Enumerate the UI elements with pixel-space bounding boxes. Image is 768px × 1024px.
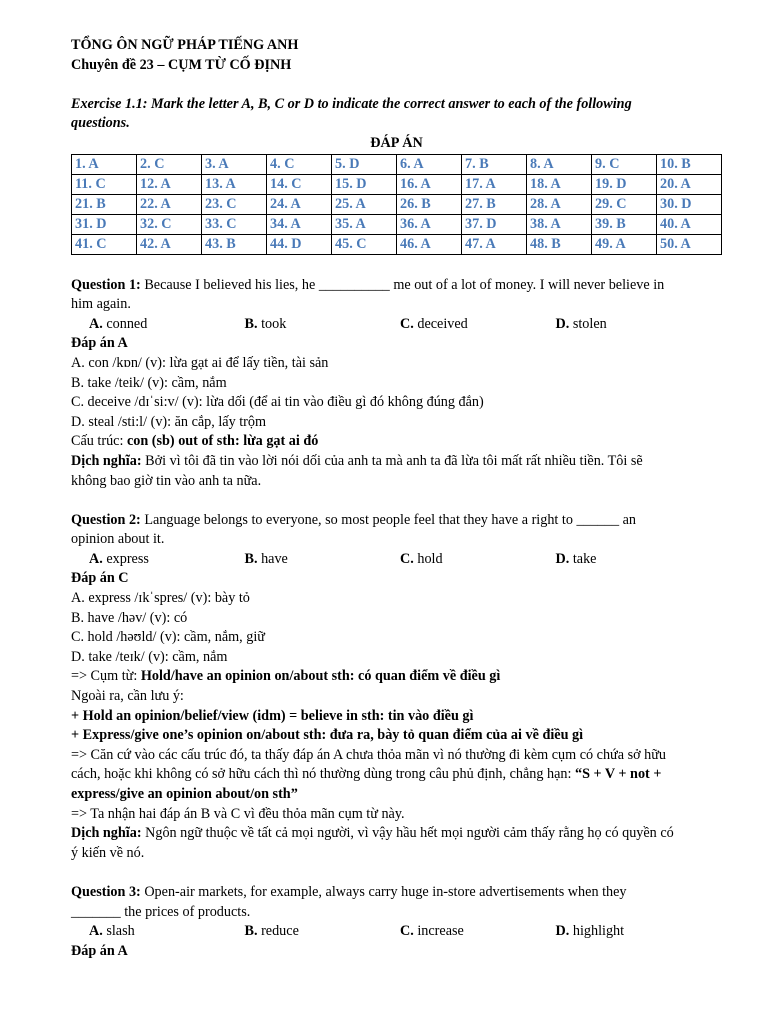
answer-key-cell: 50. A [657, 234, 722, 254]
answer-key-cell: 39. B [592, 214, 657, 234]
bold-note: + Express/give one’s opinion on/about sth: đưa ra, bày tỏ quan điểm của ai về điều gì [71, 727, 584, 744]
question-2-answer: Đáp án C [71, 570, 129, 587]
option-letter: B. [244, 550, 258, 567]
answer-key-cell: 10. B [657, 154, 722, 174]
answer-key-cell: 40. A [657, 214, 722, 234]
option-letter: C. [400, 550, 414, 567]
answer-key-cell: 3. A [202, 154, 267, 174]
option-text: highlight [569, 923, 625, 940]
exercise-instruction-text: : Mark the letter A, B, C or D to indicate the correct answer to each of the following [142, 95, 632, 112]
spacer [71, 255, 711, 274]
answer-key-heading: ĐÁP ÁN [370, 134, 423, 151]
note-line: C. hold /həʊld/ (v): cầm, nắm, giữ [71, 629, 265, 646]
answer-key-cell: 41. C [72, 234, 137, 254]
answer-key-cell: 11. C [72, 174, 137, 194]
answer-key-cell: 49. A [592, 234, 657, 254]
answer-key-cell: 4. C [267, 154, 332, 174]
reason-line: => Căn cứ vào các cấu trúc đó, ta thấy đáp án A chưa thỏa mãn vì nó thường đi kèm cụm có chứa sở hữu [71, 746, 667, 763]
option-text: express [102, 550, 149, 567]
option-d[interactable] [556, 922, 712, 942]
phrase-text: Hold/have an opinion on/about sth: có quan điểm về điều gì [140, 668, 501, 685]
option-c[interactable] [400, 315, 556, 335]
answer-key-cell: 15. D [332, 174, 397, 194]
answer-key-row [72, 234, 722, 254]
answer-key-cell: 47. A [462, 234, 527, 254]
answer-key-cell: 33. C [202, 214, 267, 234]
option-text: stolen [569, 315, 607, 332]
option-letter: A. [89, 923, 103, 940]
answer-key-cell: 23. C [202, 194, 267, 214]
translation-text: Bởi vì tôi đã tin vào lời nói dối của anh ta mà anh ta đã lừa tôi mất rất nhiều tiền. Tôi sẽ [141, 452, 643, 469]
question-3-text: Open-air markets, for example, always carry huge in-store advertisements when they [140, 883, 627, 900]
option-text: took [257, 315, 287, 332]
option-a[interactable] [89, 922, 245, 942]
answer-key-cell: 14. C [267, 174, 332, 194]
translation-label: Dịch nghĩa: [71, 825, 142, 842]
option-d[interactable] [556, 550, 712, 570]
answer-key-cell: 45. C [332, 234, 397, 254]
document-title: TỔNG ÔN NGỮ PHÁP TIẾNG ANH [71, 37, 299, 53]
exercise-instruction [71, 95, 711, 115]
answer-key-cell: 29. C [592, 194, 657, 214]
spacer [71, 863, 711, 883]
answer-key-cell: 17. A [462, 174, 527, 194]
structure-text: con (sb) out of sth: lừa gạt ai đó [126, 433, 319, 450]
document-subtitle: Chuyên đề 23 – CỤM TỪ CỐ ĐỊNH [71, 56, 292, 73]
option-c[interactable] [400, 550, 556, 570]
spacer [71, 75, 711, 95]
option-text: deceived [413, 315, 468, 332]
answer-key-cell: 26. B [397, 194, 462, 214]
answer-key-cell: 30. D [657, 194, 722, 214]
question-1-text: Because I believed his lies, he __________ me out of a lot of money. I will never believe in [140, 276, 665, 293]
answer-key-cell: 34. A [267, 214, 332, 234]
option-b[interactable] [245, 922, 401, 942]
option-text: take [569, 550, 597, 567]
note-line: B. take /teik/ (v): cầm, nắm [71, 374, 227, 391]
question-2-text: Language belongs to everyone, so most people feel that they have a right to ______ an [140, 511, 637, 528]
answer-key-cell: 31. D [72, 214, 137, 234]
answer-key-cell: 21. B [72, 194, 137, 214]
question-2-options [71, 550, 711, 570]
note-line: D. take /teɪk/ (v): cầm, nắm [71, 648, 228, 665]
option-text: slash [102, 923, 135, 940]
bold-note: + Hold an opinion/belief/view (idm) = believe in sth: tin vào điều gì [71, 707, 474, 724]
note-line: C. deceive /dɪˈsi:v/ (v): lừa dối (để ai tin vào điều gì đó không đúng đắn) [71, 394, 484, 411]
option-text: have [257, 550, 288, 567]
option-letter: B. [244, 923, 258, 940]
answer-key-row [72, 174, 722, 194]
answer-key-row [72, 194, 722, 214]
option-letter: C. [400, 315, 414, 332]
answer-key-table [71, 154, 722, 255]
note-line: A. con /kɒn/ (v): lừa gạt ai để lấy tiền, tài sản [71, 354, 329, 371]
conclusion-line: => Ta nhận hai đáp án B và C vì đều thỏa mãn cụm từ này. [71, 805, 405, 822]
answer-key-cell: 32. C [137, 214, 202, 234]
phrase-label: => Cụm từ: [71, 668, 141, 685]
question-1-text-cont: him again. [71, 296, 131, 313]
answer-key-cell: 7. B [462, 154, 527, 174]
translation-label: Dịch nghĩa: [71, 452, 142, 469]
translation-cont: ý kiến về nó. [71, 844, 145, 861]
answer-key-cell: 6. A [397, 154, 462, 174]
option-d[interactable] [556, 315, 712, 335]
answer-key-cell: 46. A [397, 234, 462, 254]
translation-cont: không bao giờ tin vào anh ta nữa. [71, 472, 262, 489]
answer-key-cell: 18. A [527, 174, 592, 194]
answer-key-row [72, 154, 722, 174]
answer-key-cell: 44. D [267, 234, 332, 254]
option-a[interactable] [89, 550, 245, 570]
answer-key-cell: 48. B [527, 234, 592, 254]
option-letter: B. [244, 315, 258, 332]
question-2-label: Question 2: [71, 511, 141, 528]
option-b[interactable] [245, 315, 401, 335]
answer-key-cell: 5. D [332, 154, 397, 174]
also-note: Ngoài ra, cần lưu ý: [71, 688, 184, 705]
option-text: increase [413, 923, 464, 940]
option-letter: A. [89, 550, 103, 567]
option-text: hold [413, 550, 443, 567]
reason-line [71, 765, 711, 785]
answer-key-cell: 12. A [137, 174, 202, 194]
answer-key-row [72, 214, 722, 234]
option-letter: D. [555, 550, 570, 567]
translation-text: Ngôn ngữ thuộc về tất cả mọi người, vì vậy hầu hết mọi người cảm thấy rằng họ có quyền có [141, 825, 674, 842]
answer-key-cell: 22. A [137, 194, 202, 214]
question-1-answer: Đáp án A [71, 335, 128, 352]
option-a[interactable] [89, 315, 245, 335]
translation-line [71, 452, 711, 472]
answer-key-cell: 19. D [592, 174, 657, 194]
option-letter: D. [555, 315, 570, 332]
reason-line: express/give an opinion about/on sth” [71, 786, 298, 802]
document-page [71, 36, 711, 961]
question-2 [71, 511, 711, 531]
answer-key-cell: 2. C [137, 154, 202, 174]
question-3-label: Question 3: [71, 883, 141, 900]
answer-key-cell: 27. B [462, 194, 527, 214]
question-3 [71, 883, 711, 903]
answer-key-cell: 43. B [202, 234, 267, 254]
answer-key-cell: 25. A [332, 194, 397, 214]
answer-key-cell: 20. A [657, 174, 722, 194]
option-text: reduce [257, 923, 299, 940]
answer-key-cell: 1. A [72, 154, 137, 174]
answer-key-cell: 36. A [397, 214, 462, 234]
answer-key-cell: 9. C [592, 154, 657, 174]
answer-key-cell: 8. A [527, 154, 592, 174]
option-letter: C. [400, 923, 414, 940]
answer-key-cell: 38. A [527, 214, 592, 234]
question-2-text-cont: opinion about it. [71, 531, 165, 548]
translation-line [71, 824, 711, 844]
structure-line [71, 432, 711, 452]
option-letter: D. [555, 923, 570, 940]
reason-bold: “S + V + not + [574, 766, 662, 783]
note-line: A. express /ɪkˈspres/ (v): bày tỏ [71, 590, 250, 607]
answer-key-cell: 24. A [267, 194, 332, 214]
reason-text: cách, hoặc khi không có sở hữu cách thì nó thường dùng trong câu phủ định, chẳng hạn: [71, 766, 575, 783]
option-text: conned [102, 315, 148, 332]
option-b[interactable] [245, 550, 401, 570]
spacer [71, 491, 711, 511]
answer-key-cell: 28. A [527, 194, 592, 214]
question-1-label: Question 1: [71, 276, 141, 293]
question-3-text-cont: _______ the prices of products. [71, 903, 251, 920]
question-3-options [71, 922, 711, 942]
exercise-label: Exercise 1.1 [71, 95, 143, 112]
option-letter: A. [89, 315, 103, 332]
exercise-instruction-cont: questions. [71, 115, 130, 132]
answer-key-cell: 13. A [202, 174, 267, 194]
question-1-options [71, 315, 711, 335]
note-line: D. steal /sti:l/ (v): ăn cắp, lấy trộm [71, 413, 267, 430]
answer-key-cell: 16. A [397, 174, 462, 194]
question-3-answer: Đáp án A [71, 942, 128, 959]
answer-key-cell: 42. A [137, 234, 202, 254]
phrase-line [71, 667, 711, 687]
answer-key-cell: 37. D [462, 214, 527, 234]
question-1 [71, 276, 711, 296]
option-c[interactable] [400, 922, 556, 942]
structure-label: Cấu trúc: [71, 433, 127, 450]
answer-key-cell: 35. A [332, 214, 397, 234]
note-line: B. have /həv/ (v): có [71, 609, 188, 626]
